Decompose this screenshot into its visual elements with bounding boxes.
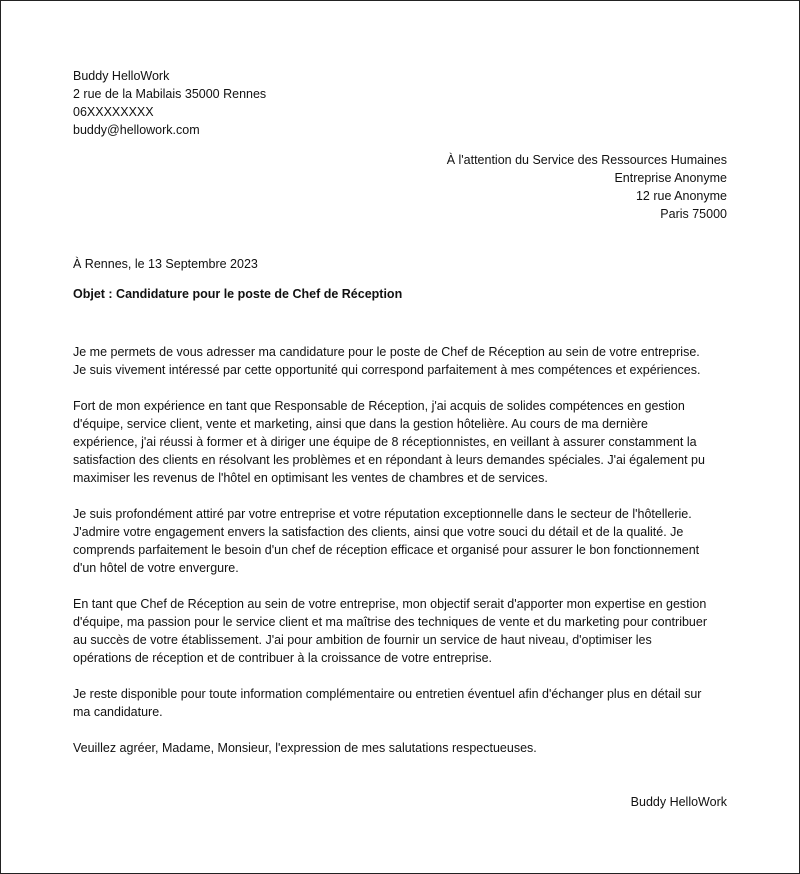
paragraph-line: Je suis profondément attiré par votre entreprise et votre réputation exceptionnelle dans le secteur de l'hôtellerie. (73, 507, 692, 521)
recipient-city: Paris 75000 (660, 207, 727, 221)
recipient-street: 12 rue Anonyme (635, 189, 727, 203)
recipient-company: Entreprise Anonyme (614, 171, 727, 185)
paragraph-line: En tant que Chef de Réception au sein de votre entreprise, mon objectif serait d'apporter mon expertise en gestion (73, 597, 707, 611)
paragraph-line: au succès de votre établissement. J'ai pour ambition de fournir un service de haut niveau, d'optimiser les (73, 633, 652, 647)
paragraph-line: Veuillez agréer, Madame, Monsieur, l'expression de mes salutations respectueuses. (73, 741, 537, 755)
paragraph-line: maximiser les revenus de l'hôtel en optimisant les ventes de chambres et de services. (73, 471, 548, 485)
paragraph-line: Je suis vivement intéressé par cette opportunité qui correspond parfaitement à mes compétences et expériences. (73, 363, 701, 377)
sender-email: buddy@hellowork.com (73, 123, 200, 137)
paragraph-line: d'équipe, service client, vente et marketing, ainsi que dans la gestion hôtelière. Au cours de ma dernière (73, 417, 648, 431)
place-date: À Rennes, le 13 Septembre 2023 (73, 257, 258, 271)
subject-line: Objet : Candidature pour le poste de Chef de Réception (73, 287, 403, 301)
sender-phone: 06XXXXXXXX (73, 105, 154, 119)
signature: Buddy HelloWork (630, 795, 727, 809)
sender-name: Buddy HelloWork (73, 69, 170, 83)
paragraph-line: opérations de réception et de contribuer à la croissance de votre entreprise. (73, 651, 492, 665)
paragraph-line: Fort de mon expérience en tant que Responsable de Réception, j'ai acquis de solides compétences en gestion (73, 399, 685, 413)
paragraph-line: satisfaction des clients en résolvant les problèmes et en répondant à leurs demandes spéciales. J'ai également pu (73, 453, 705, 467)
paragraph-line: d'un hôtel de votre envergure. (73, 561, 239, 575)
paragraph-line: ma candidature. (73, 705, 163, 719)
recipient-attention: À l'attention du Service des Ressources Humaines (446, 153, 727, 167)
paragraph-line: comprends parfaitement le besoin d'un chef de réception efficace et organisé pour assurer le bon fonctionnement (73, 543, 700, 557)
paragraph-line: d'équipe, ma passion pour le service client et ma maîtrise des techniques de vente et du marketing pour contribuer (73, 615, 707, 629)
paragraph-line: J'admire votre engagement envers la satisfaction des clients, ainsi que votre souci du détail et de la qualité. Je (73, 525, 684, 539)
sender-address: 2 rue de la Mabilais 35000 Rennes (73, 87, 267, 101)
paragraph-line: Je reste disponible pour toute information complémentaire ou entretien éventuel afin d'échanger plus en détail sur (73, 687, 702, 701)
paragraph-line: expérience, j'ai réussi à former et à diriger une équipe de 8 réceptionnistes, en veillant à assurer constamment la (73, 435, 697, 449)
paragraph-line: Je me permets de vous adresser ma candidature pour le poste de Chef de Réception au sein de votre entreprise. (73, 345, 700, 359)
